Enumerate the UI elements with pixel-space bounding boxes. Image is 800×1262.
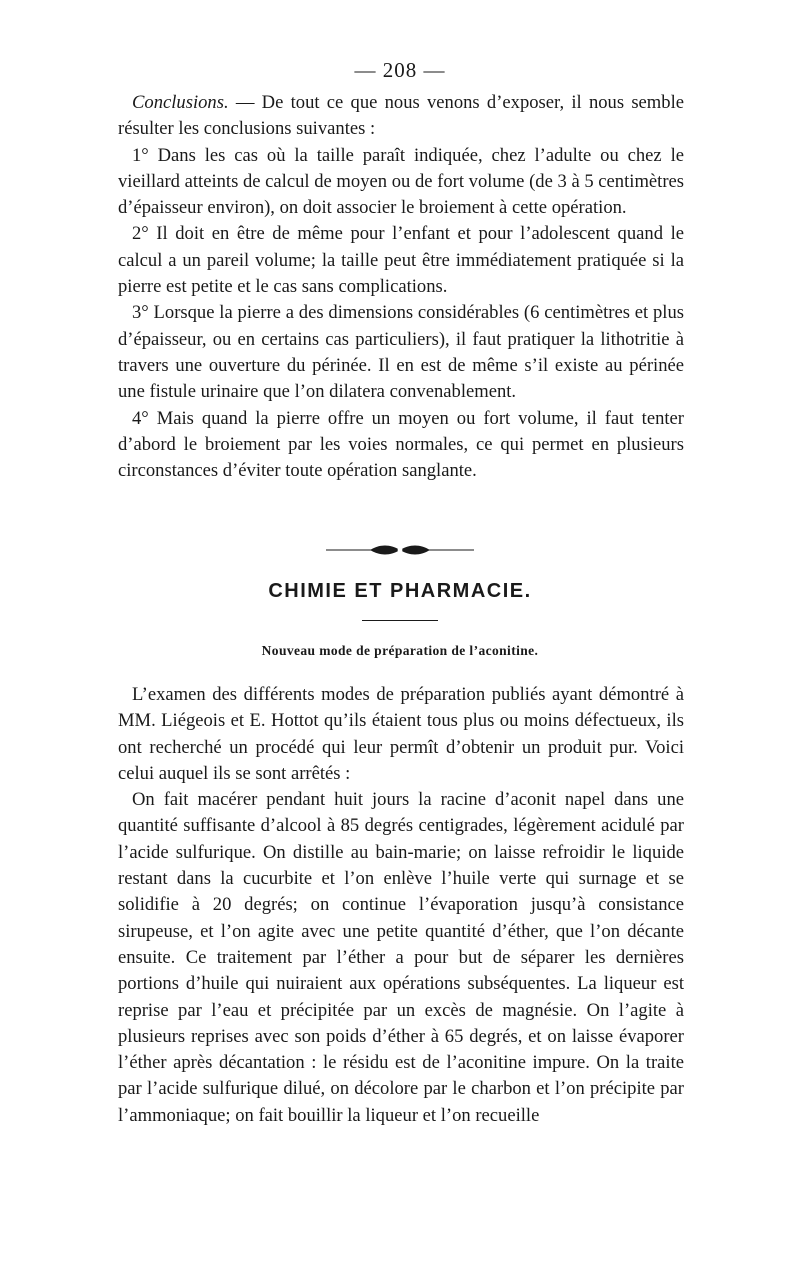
article-body: [118, 682, 684, 1129]
title-rule: [362, 620, 438, 621]
conclusion-item-3: 3° Lorsque la pierre a des dimensions considérables (6 centimètres et plus d’épaisseur, ou en certains cas particuliers), il faut pratiquer la lithotritie à travers une ouverture du périnée. Il en est de même s’il existe au périnée une fistule urinaire que l’on dilatera convenablement.: [118, 302, 684, 403]
article-paragraph-2: On fait macérer pendant huit jours la racine d’aconit napel dans une quantité suffisante d’alcool à 85 degrés centigrades, légèrement acidulé par l’acide sulfurique. On distille au bain-marie; on laisse refroidir le liquide restant dans la cucurbite et l’on enlève l’huile verte qui surnage et se solidifie à 20 degrés; on continue l’évaporation jusqu’à consistance sirupeuse, et l’on agite avec une petite quantité d’éther, que l’on décante ensuite. Ce traitement par l’éther a pour but de séparer les dernières portions d’huile qui nuiraient aux opérations subséquentes. La liqueur est reprise par l’eau et précipitée par un excès de magnésie. On l’agite à plusieurs reprises avec son poids d’éther à 65 degrés, et on laisse évaporer l’éther après décantation : le résidu est de l’aconitine impure. On la traite par l’acide sulfurique dilué, on décolore par le charbon et l’on précipite par l’ammoniaque; on fait bouillir la liqueur et l’on recueille: [118, 789, 684, 1126]
section-title: CHIMIE ET PHARMACIE.: [268, 580, 532, 602]
ornament-divider-icon: [326, 544, 474, 556]
conclusion-item-4: 4° Mais quand la pierre offre un moyen ou fort volume, il faut tenter d’abord le broiement par les voies normales, ce qui permet en plusieurs circonstances d’éviter toute opération sanglante.: [118, 407, 684, 482]
conclusions-intro: [118, 90, 684, 143]
conclusions-block: [118, 90, 684, 484]
conclusions-intro-text: — De tout ce que nous venons d’exposer, il nous semble résulter les conclusions suivantes :: [118, 92, 684, 140]
article-subtitle: Nouveau mode de préparation de l’aconitine.: [261, 643, 539, 658]
page-number: — 208 —: [354, 58, 446, 82]
conclusion-item-2: 2° Il doit en être de même pour l’enfant et pour l’adolescent quand le calcul a un pareil volume; la taille peut être immédiatement pratiquée si la pierre est petite et le cas sans complications.: [118, 223, 684, 298]
conclusions-lead: Conclusions.: [132, 92, 229, 113]
conclusion-item-1: 1° Dans les cas où la taille paraît indiquée, chez l’adulte ou chez le vieillard atteints de calcul de moyen ou de fort volume (de 3 à 5 centimètres d’épaisseur environ), on doit associer le broiement à cette opération.: [118, 144, 684, 219]
article-paragraph-1: L’examen des différents modes de préparation publiés ayant démontré à MM. Liégeois et E. Hottot qu’ils étaient tous plus ou moins défectueux, ils ont recherché un procédé qui leur permît d’obtenir un produit pur. Voici celui auquel ils se sont arrêtés :: [118, 684, 684, 784]
